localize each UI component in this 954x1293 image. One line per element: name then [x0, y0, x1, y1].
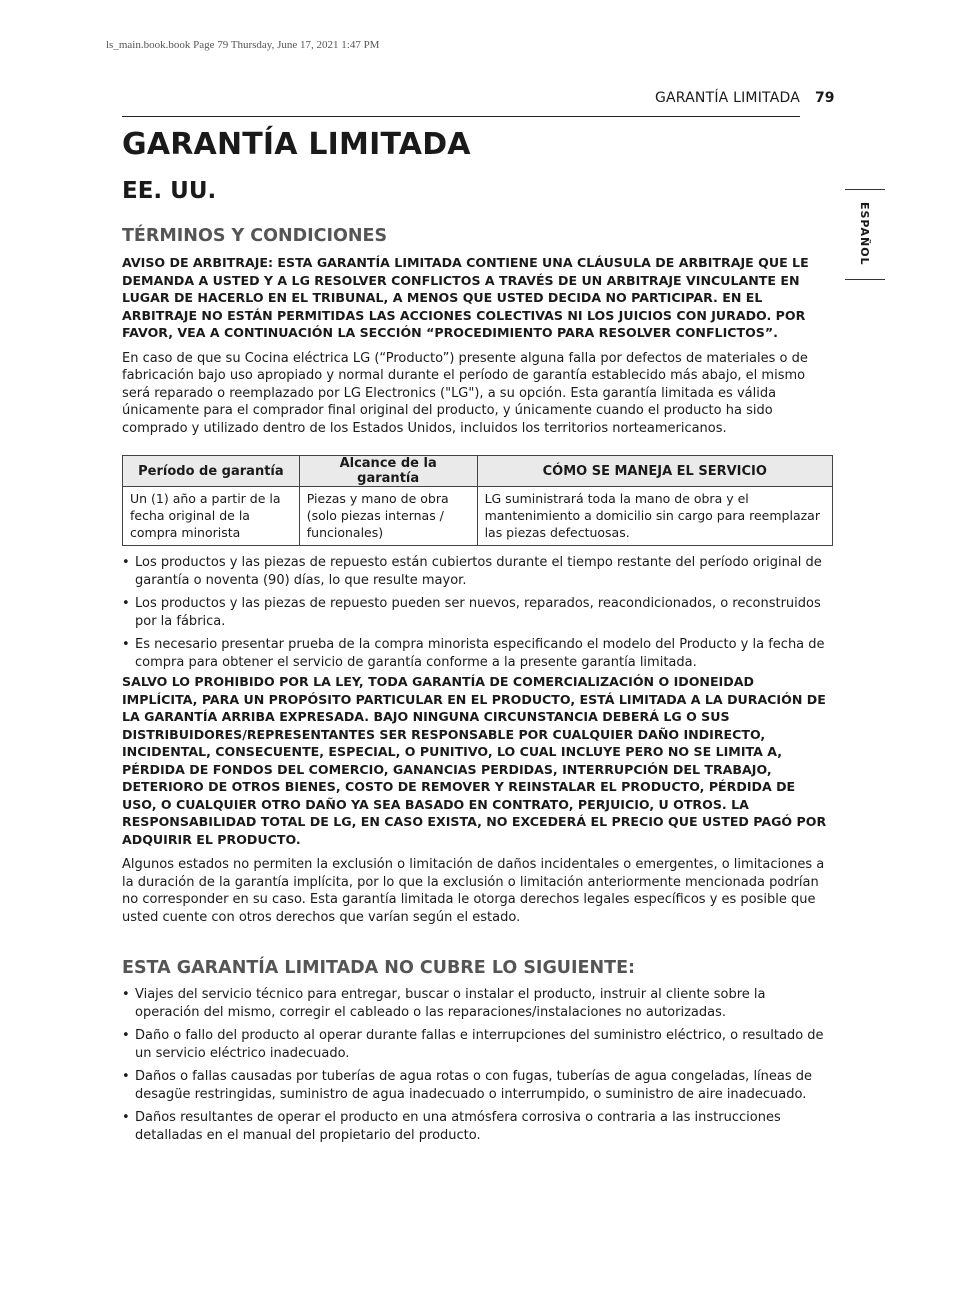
list-item: • Viajes del servicio técnico para entregar, buscar o instalar el producto, instruir al cliente sobre la operación del mismo, corregir el cableado o las reparaciones/instalaciones no autorizadas. [122, 987, 766, 1020]
bullet-icon: • [122, 1028, 130, 1043]
arbitration-notice: AVISO DE ARBITRAJE: ESTA GARANTÍA LIMITADA CONTIENE UNA CLÁUSULA DE ARBITRAJE QUE LE DEMANDA A USTED Y A LG RESOLVER CONFLICTOS A TRAVÉS DE UN ARBITRAJE VINCULANTE EN LUGAR DE HACERLO EN EL TRIBUNAL, A MENOS QUE USTED DECIDA NO PARTICIPAR. EN EL ARBITRAJE NO ESTÁN PERMITIDAS LAS ACCIONES COLECTIVAS NI LOS JUICIOS CON JURADO. POR FAVOR, VEA A CONTINUACIÓN LA SECCIÓN “PROCEDIMIENTO PARA RESOLVER CONFLICTOS”. [122, 255, 809, 340]
table-cell-scope: Piezas y mano de obra (solo piezas internas / funcionales) [299, 487, 477, 546]
table-header-row [123, 456, 833, 487]
page-number: 79 [815, 90, 835, 106]
running-header-title: GARANTÍA LIMITADA [654, 90, 800, 106]
warranty-table [122, 455, 833, 546]
bullet-icon: • [122, 987, 130, 1002]
bullet-icon: • [122, 1069, 130, 1084]
exclusions-section [122, 956, 833, 1144]
table-cell-service: LG suministrará toda la mano de obra y el mantenimiento a domicilio sin cargo para reemplazar las piezas defectuosas. [477, 487, 832, 546]
table-header-scope: Alcance de la garantía [299, 456, 477, 487]
list-item: • Los productos y las piezas de repuesto pueden ser nuevos, reparados, reacondicionados, o reconstruidos por la fábrica. [122, 596, 821, 629]
liability-disclaimer: SALVO LO PROHIBIDO POR LA LEY, TODA GARANTÍA DE COMERCIALIZACIÓN O IDONEIDAD IMPLÍCITA, PARA UN PROPÓSITO PARTICULAR EN EL PRODUCTO, ESTÁ LIMITADA A LA DURACIÓN DE LA GARANTÍA ARRIBA EXPRESADA. BAJO NINGUNA CIRCUNSTANCIA DEBERÁ LG O SUS DISTRIBUIDORES/REPRESENTANTES SER RESPONSABLE POR CUALQUIER DAÑO INDIRECTO, INCIDENTAL, CONSECUENTE, ESPECIAL, O PUNITIVO, LO CUAL INCLUYE PERO NO SE LIMITA A, PÉRDIDA DE FONDOS DEL COMERCIO, GANANCIAS PERDIDAS, INTERRUPCIÓN DEL TRABAJO, DETERIORO DE OTROS BIENES, COSTO DE REMOVER Y REINSTALAR EL PRODUCTO, PÉRDIDA DE USO, O CUALQUIER OTRO DAÑO YA SEA BASADO EN CONTRATO, PERJUICIO, U OTROS. LA RESPONSABILIDAD TOTAL DE LG, EN CASO EXISTA, NO EXCEDERÁ EL PRECIO QUE USTED PAGÓ POR ADQUIRIR EL PRODUCTO. [122, 674, 827, 847]
running-header [122, 90, 800, 117]
table-header-service: CÓMO SE MANEJA EL SERVICIO [477, 456, 832, 487]
list-item: • Daño o fallo del producto al operar durante fallas e interrupciones del suministro eléctrico, o resultado de un servicio eléctrico inadecuado. [122, 1028, 824, 1061]
table-header-period: Período de garantía [123, 456, 300, 487]
coverage-bullets [122, 554, 833, 671]
terms-heading: TÉRMINOS Y CONDICIONES [122, 226, 388, 246]
list-item: • Los productos y las piezas de repuesto están cubiertos durante el tiempo restante del período original de garantía o noventa (90) días, lo que resulte mayor. [122, 555, 822, 588]
language-side-tab [845, 189, 885, 280]
exclusions-heading: ESTA GARANTÍA LIMITADA NO CUBRE LO SIGUIENTE: [122, 958, 636, 978]
table-cell-period: Un (1) año a partir de la fecha original de la compra minorista [123, 487, 300, 546]
language-label: ESPAÑOL [858, 202, 871, 266]
table-row [123, 487, 833, 546]
bullet-icon: • [122, 555, 130, 570]
page-content [122, 126, 833, 1150]
bullet-icon: • [122, 1110, 130, 1125]
list-item: • Es necesario presentar prueba de la compra minorista especificando el modelo del Producto y la fecha de compra para obtener el servicio de garantía conforme a la presente garantía limitada. [122, 637, 825, 670]
bullet-icon: • [122, 637, 130, 652]
region-heading: EE. UU. [122, 178, 217, 204]
page-title: GARANTÍA LIMITADA [122, 127, 471, 162]
list-item: • Daños o fallas causadas por tuberías de agua rotas o con fugas, tuberías de agua congeladas, líneas de desagüe restringidas, suministro de agua inadecuado o interrumpido, o suministro de aire inadecuado. [122, 1069, 813, 1102]
print-stamp: ls_main.book.book Page 79 Thursday, June 17, 2021 1:47 PM [106, 39, 380, 51]
bullet-icon: • [122, 596, 130, 611]
list-item: • Daños resultantes de operar el producto en una atmósfera corrosiva o contraria a las instrucciones detalladas en el manual del propietario del producto. [122, 1110, 781, 1143]
warranty-intro: En caso de que su Cocina eléctrica LG (“Producto”) presente alguna falla por defectos de materiales o de fabricación bajo uso apropiado y normal durante el período de garantía establecido más abajo, el mismo será reparado o reemplazado por LG Electronics ("LG"), a su opción. Esta garantía limitada es válida únicamente para el comprador final original del producto, y únicamente cuando el producto ha sido comprado y utilizado dentro de los Estados Unidos, incluidos los territorios norteamericanos. [122, 350, 808, 436]
exclusions-bullets [122, 986, 833, 1144]
state-rights-note: Algunos estados no permiten la exclusión o limitación de daños incidentales o emergentes, o limitaciones a la duración de la garantía implícita, por lo que la exclusión o limitación anteriormente mencionada podrían no corresponder en su caso. Esta garantía limitada le otorga derechos legales específicos y es posible que usted cuente con otros derechos que varían según el estado. [122, 857, 825, 925]
